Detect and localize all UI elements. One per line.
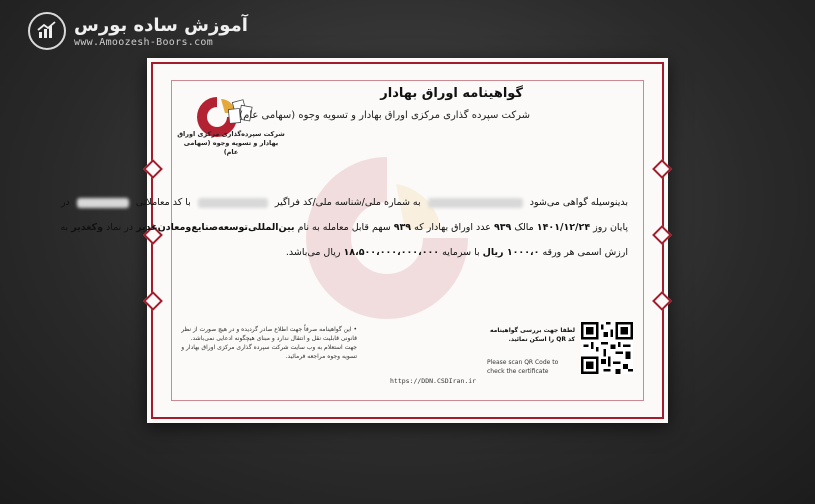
redacted-name [428, 198, 523, 208]
certificate-subtitle: شرکت سپرده گذاری مرکزی اوراق بهادار و تسویه وجوه (سهامی عام) [239, 110, 530, 121]
footer-note: • این گواهینامه صرفاً جهت اطلاع صادر گردیده و در هیچ صورت از نظر قانونی قابلیت نقل و انتقال ندارد و مبنای هیچگونه ادعایی نمی‌باشد. جهت استعلام به وب سایت شرکت سپرده گذاری مرکزی اوراق بهادار و تسویه وجوه مراجعه فرمائید. [181, 326, 357, 360]
brand-url: www.Amoozesh-Boors.com [74, 36, 214, 48]
certificate-title: گواهینامه اوراق بهادار [380, 86, 523, 101]
qr-section [487, 322, 633, 382]
issuer-name: شرکت سپرده‌گذاری مرکزی اوراق بهادار و تسویه وجوه (سهامی عام) [177, 130, 285, 156]
footer-url[interactable]: https://DDN.CSDIran.ir [390, 377, 477, 385]
brand-name: آموزش ساده بورس [74, 14, 248, 36]
certificate-body [60, 194, 628, 269]
certificate [60, 58, 668, 423]
redacted-trading-code [77, 198, 129, 208]
redacted-national-id [198, 198, 268, 208]
body-line-2: پایان روز ۱۴۰۱/۱۲/۲۴ مالک ۹۳۹ عدد اوراق بهادار که ۹۳۹ سهم قابل معامله به نام بین‌المللی‌توسعه‌صنایع‌ومعادن‌غدیر در نماد وکغدیر به [60, 222, 628, 233]
qr-code-icon[interactable] [581, 322, 633, 374]
body-line-3: ارزش اسمی هر ورقه ۱۰۰۰،۰ ریال با سرمایه ۱۸،۵۰۰،۰۰۰،۰۰۰،۰۰۰ ریال می‌باشد. [285, 247, 628, 258]
qr-instruction-en: Please scan QR Code to check the certificate [487, 359, 559, 375]
body-line-1: بدینوسیله گواهی می‌شود به شماره ملی/شناسه ملی/کد فراگیر با کد معاملاتی در [60, 197, 628, 208]
brand [28, 12, 248, 50]
qr-instruction-fa: لطفا جهت بررسی گواهینامه کد QR را اسکن نمائید. [490, 327, 575, 343]
bar-chart-logo-icon [28, 12, 66, 50]
